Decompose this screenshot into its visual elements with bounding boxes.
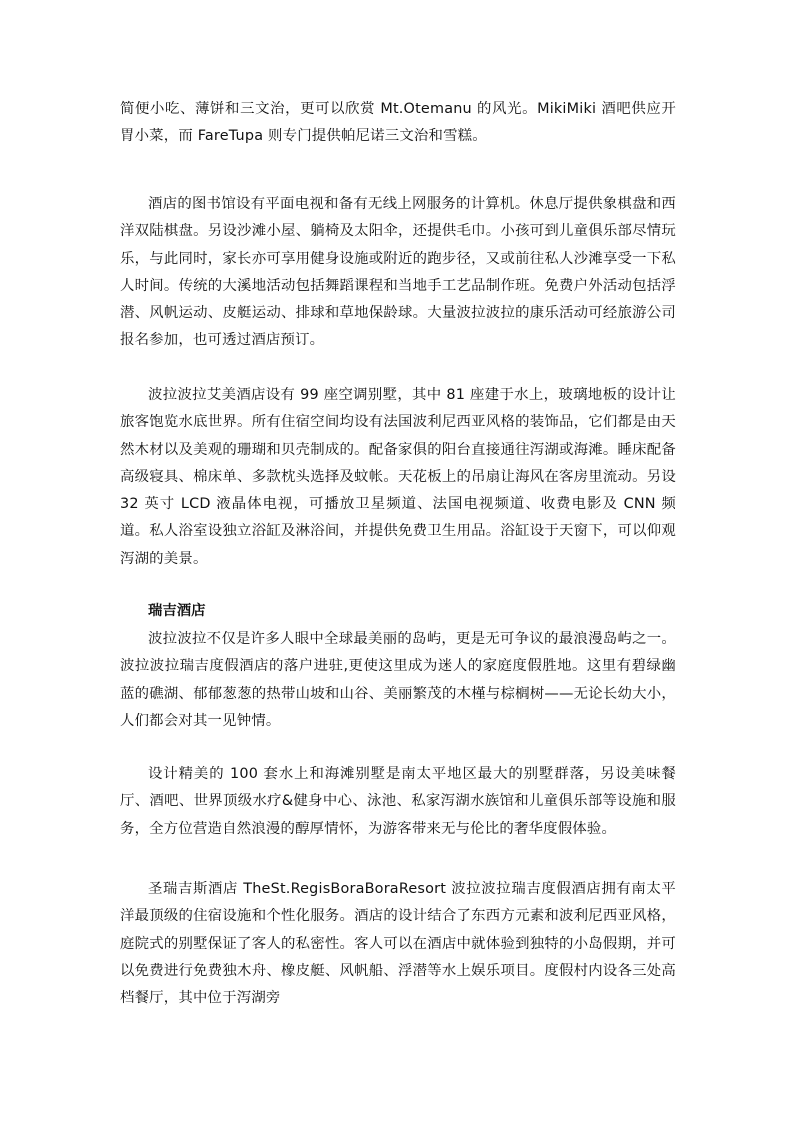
- paragraph-facilities: 酒店的图书馆设有平面电视和备有无线上网服务的计算机。休息厅提供象棋盘和西洋双陆棋盘。另设沙滩小屋、躺椅及太阳伞，还提供毛巾。小孩可到儿童俱乐部尽情玩乐，与此同时，家长亦可享用健身设施或附近的跑步径，又或前往私人沙滩享受一下私人时间。传统的大溪地活动包括舞蹈课程和当地手工艺品制作班。免费户外活动包括浮潜、风帆运动、皮艇运动、排球和草地保龄球。大量波拉波拉的康乐活动可经旅游公司报名参加，也可透过酒店预订。: [120, 196, 676, 349]
- paragraph-st-regis-villas: 设计精美的 100 套水上和海滩别墅是南太平地区最大的别墅群落，另设美味餐厅、酒吧、世界顶级水疗&健身中心、泳池、私家泻湖水族馆和儿童俱乐部等设施和服务，全方位营造自然浪漫的醇厚情怀，为游客带来无与伦比的奢华度假体验。: [120, 766, 676, 837]
- paragraph-dining-continued: 简便小吃、薄饼和三文治，更可以欣赏 Mt.Otemanu 的风光。MikiMiki 酒吧供应开胃小菜，而 FareTupa 则专门提供帕尼诺三文治和雪糕。: [120, 101, 676, 145]
- paragraph-villas: 波拉波拉艾美酒店设有 99 座空调别墅，其中 81 座建于水上，玻璃地板的设计让旅客饱览水底世界。所有住宿空间均设有法国波利尼西亚风格的装饰品，它们都是由天然木材以及美观的珊瑚和贝壳制成的。配备家俱的阳台直接通往泻湖或海滩。睡床配备高级寝具、棉床单、多款枕头选择及蚊帐。天花板上的吊扇让海风在客房里流动。另设 32 英寸 LCD 液晶体电视，可播放卫星频道、法国电视频道、收费电影及 CNN 频道。私人浴室设独立浴缸及淋浴间，并提供免费卫生用品。浴缸设于天窗下，可以仰观泻湖的美景。: [120, 387, 676, 567]
- paragraph-st-regis-intro: 波拉波拉不仅是许多人眼中全球最美丽的岛屿，更是无可争议的最浪漫岛屿之一。波拉波拉瑞吉度假酒店的落户进驻,更使这里成为迷人的家庭度假胜地。这里有碧绿幽蓝的礁湖、郁郁葱葱的热带山坡和山谷、美丽繁茂的木槿与棕榈树——无论长幼大小，人们都会对其一见钟情。: [120, 631, 676, 729]
- paragraph-st-regis-services: 圣瑞吉斯酒店 TheSt.RegisBoraBoraResort 波拉波拉瑞吉度假酒店拥有南太平洋最顶级的住宿设施和个性化服务。酒店的设计结合了东西方元素和波利尼西亚风格，庭院式的别墅保证了客人的私密性。客人可以在酒店中就体验到独特的小岛假期，并可以免费进行免费独木舟、橡皮艇、风帆船、浮潜等水上娱乐项目。度假村内设各三处高档餐厅，其中位于泻湖旁: [120, 881, 676, 1007]
- section-heading-st-regis: 瑞吉酒店: [148, 603, 206, 619]
